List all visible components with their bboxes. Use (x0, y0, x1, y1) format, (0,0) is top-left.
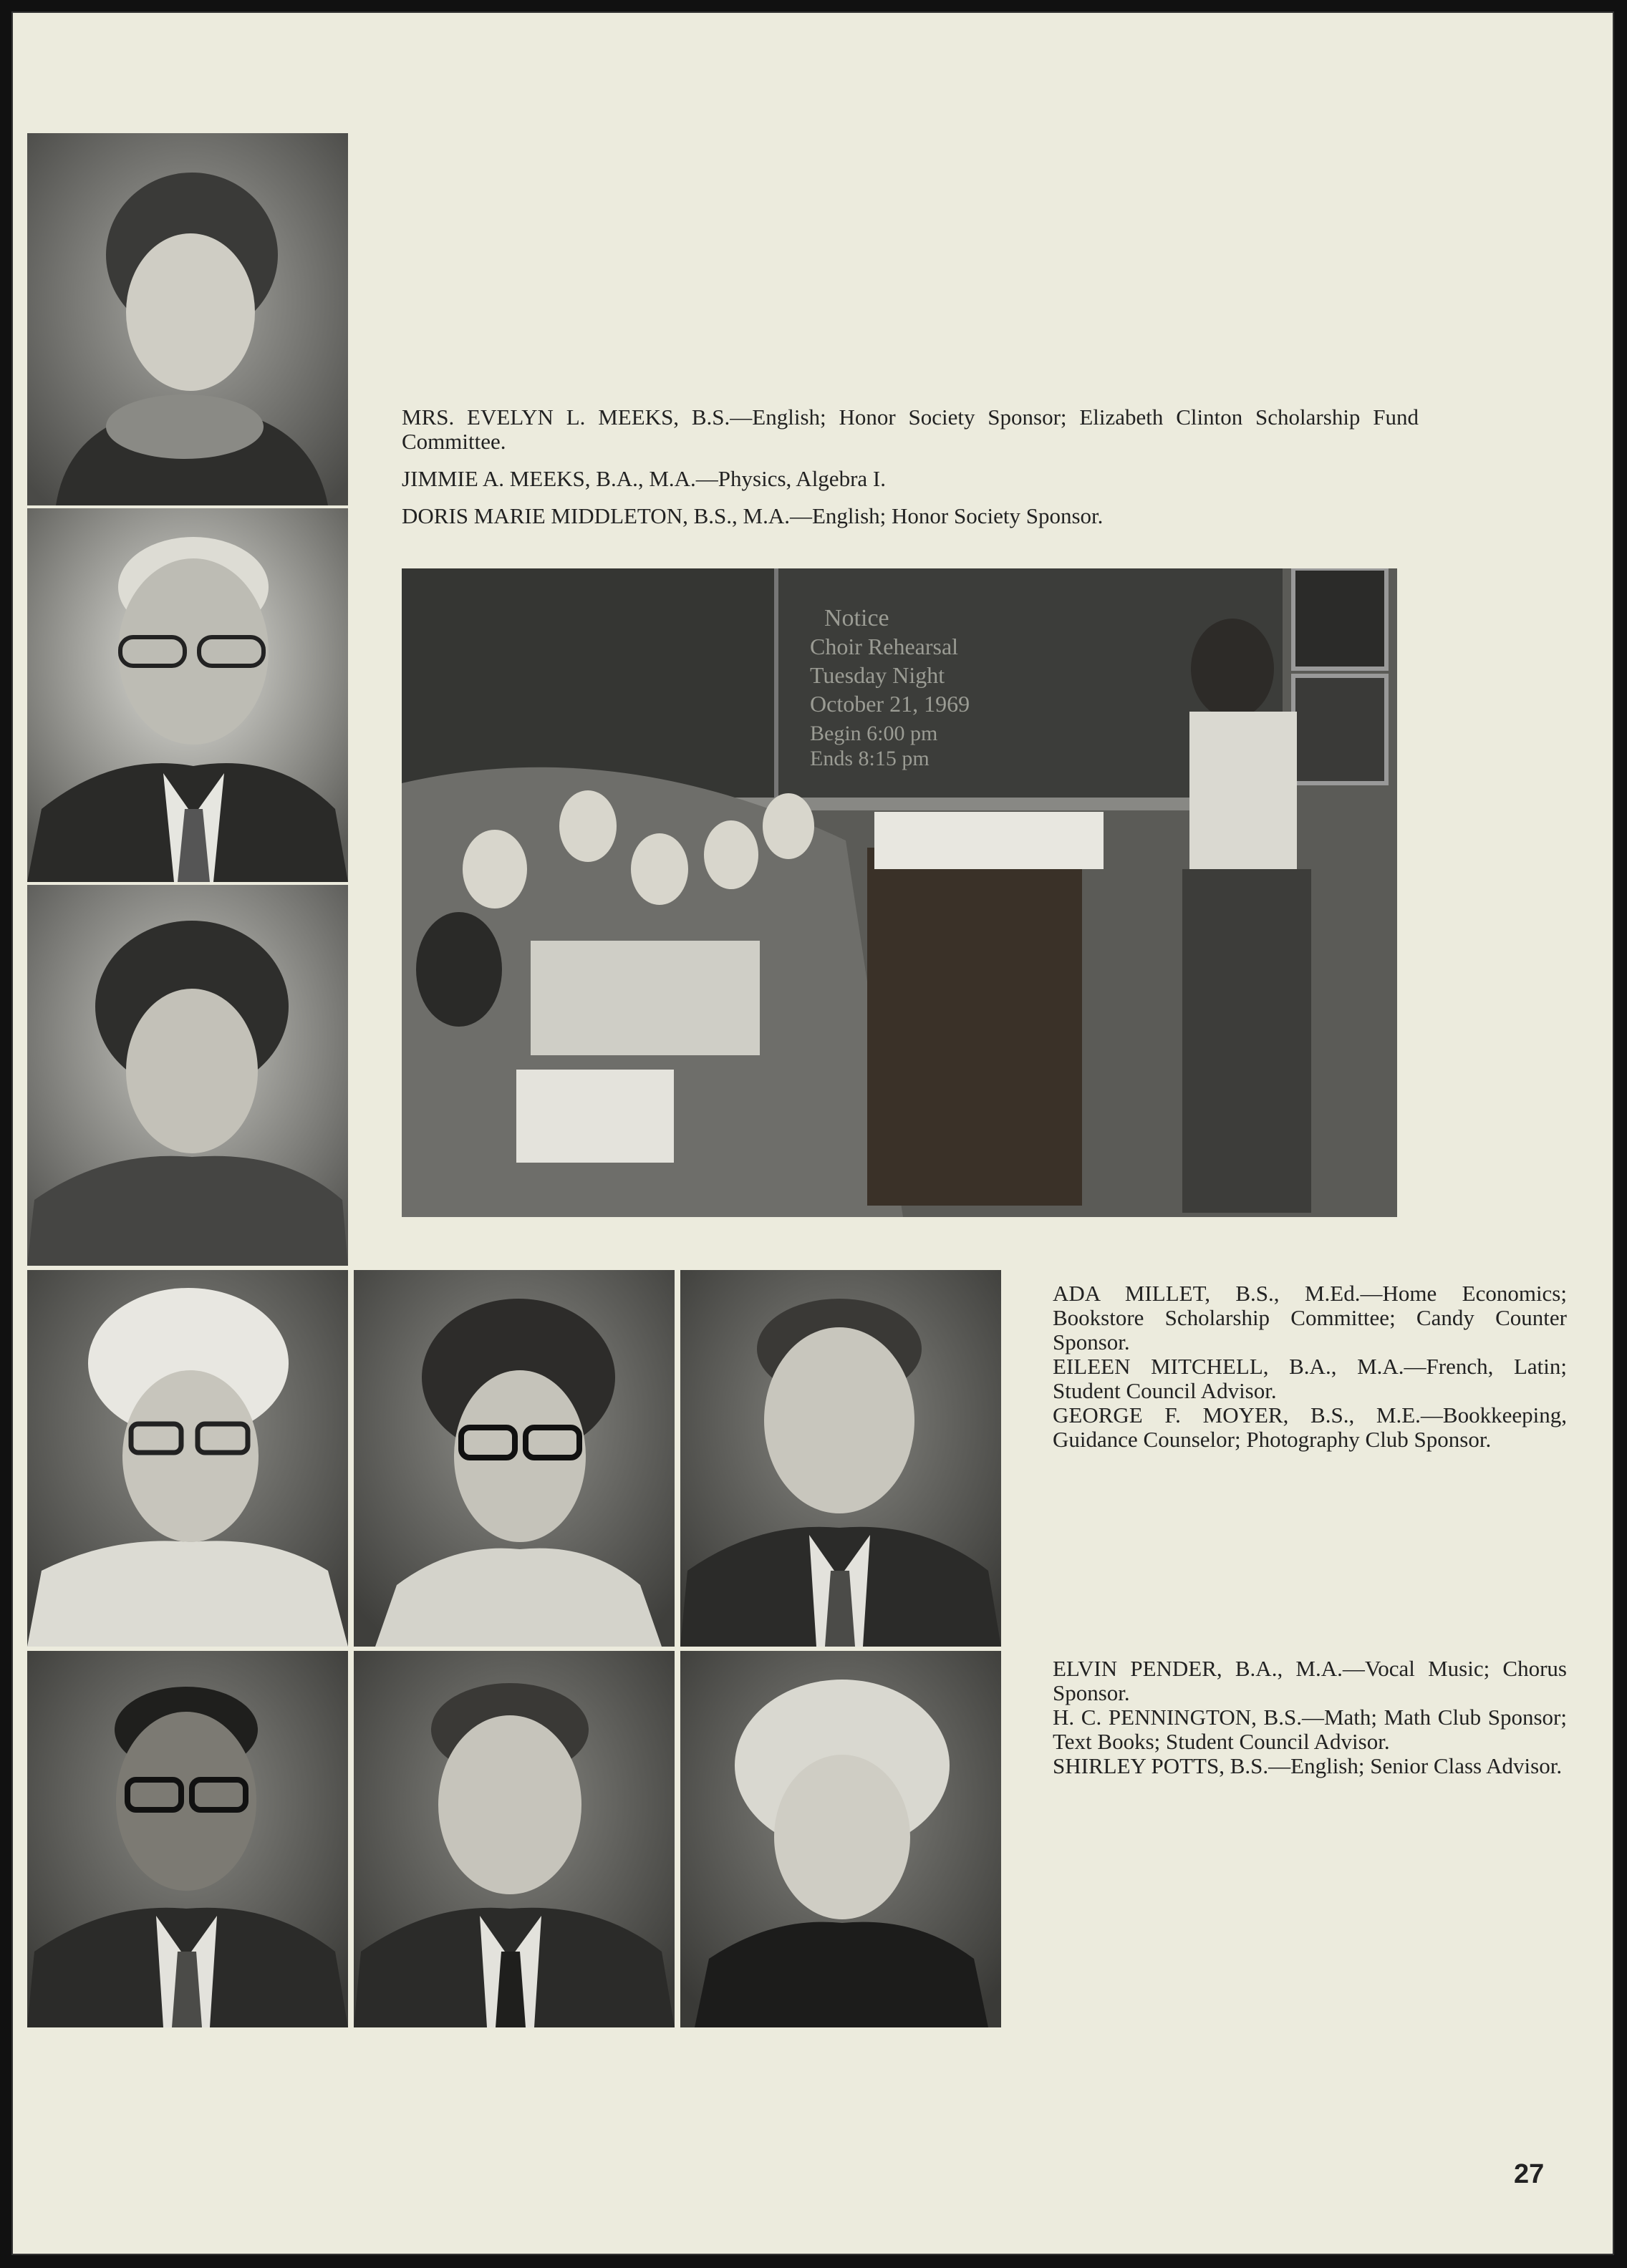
caption-top (402, 405, 1419, 541)
portrait-ada-millet (27, 1270, 348, 1647)
portrait-doris-middleton (27, 885, 348, 1266)
portrait-evelyn-meeks (27, 133, 348, 505)
chalkboard-line-5: Begin 6:00 pm (810, 722, 938, 745)
portrait-graphic (27, 133, 348, 505)
portrait-eileen-mitchell (354, 1270, 675, 1647)
caption-evelyn-meeks: MRS. EVELYN L. MEEKS, B.S.—English; Honor Society Sponsor; Elizabeth Clinton Scholarship Fund Committee. (402, 404, 1419, 454)
portrait-graphic (27, 508, 348, 882)
portrait-graphic (27, 1651, 348, 2027)
page-number: 27 (1514, 2159, 1545, 2189)
portrait-h-c-pennington (354, 1651, 675, 2027)
caption-george-moyer: GEORGE F. MOYER, B.S., M.E.—Bookkeeping, Guidance Counselor; Photography Club Sponsor. (1053, 1402, 1567, 1452)
portrait-graphic (680, 1651, 1001, 2027)
choir-graphic (402, 568, 1397, 1217)
caption-elvin-pender: ELVIN PENDER, B.A., M.A.—Vocal Music; Chorus Sponsor. (1053, 1656, 1567, 1705)
choir-rehearsal-photo (402, 568, 1397, 1217)
portrait-shirley-potts (680, 1651, 1001, 2027)
chalkboard-line-1: Notice (824, 605, 889, 631)
chalkboard-line-3: Tuesday Night (810, 662, 945, 688)
caption-bottom (1053, 1657, 1567, 1778)
caption-eileen-mitchell: EILEEN MITCHELL, B.A., M.A.—French, Latin; Student Council Advisor. (1053, 1354, 1567, 1403)
caption-shirley-potts: SHIRLEY POTTS, B.S.—English; Senior Class Advisor. (1053, 1753, 1563, 1778)
portrait-graphic (354, 1651, 675, 2027)
chalkboard-line-2: Choir Rehearsal (810, 634, 959, 659)
portrait-graphic (27, 885, 348, 1266)
portrait-elvin-pender (27, 1651, 348, 2027)
portrait-graphic (680, 1270, 1001, 1647)
chalkboard-line-4: October 21, 1969 (810, 691, 970, 717)
portrait-jimmie-meeks (27, 508, 348, 882)
caption-jimmie-meeks: JIMMIE A. MEEKS, B.A., M.A.—Physics, Algebra I. (402, 466, 886, 491)
portrait-graphic (27, 1270, 348, 1647)
caption-doris-middleton: DORIS MARIE MIDDLETON, B.S., M.A.—English; Honor Society Sponsor. (402, 503, 1104, 528)
yearbook-page (11, 11, 1614, 2255)
portrait-george-moyer (680, 1270, 1001, 1647)
caption-ada-millet: ADA MILLET, B.S., M.Ed.—Home Economics; Bookstore Scholarship Committee; Candy Counter Sponsor. (1053, 1281, 1567, 1354)
caption-middle (1053, 1281, 1567, 1452)
chalkboard-line-6: Ends 8:15 pm (810, 747, 930, 770)
caption-h-c-pennington: H. C. PENNINGTON, B.S.—Math; Math Club Sponsor; Text Books; Student Council Advisor. (1053, 1705, 1567, 1754)
portrait-graphic (354, 1270, 675, 1647)
